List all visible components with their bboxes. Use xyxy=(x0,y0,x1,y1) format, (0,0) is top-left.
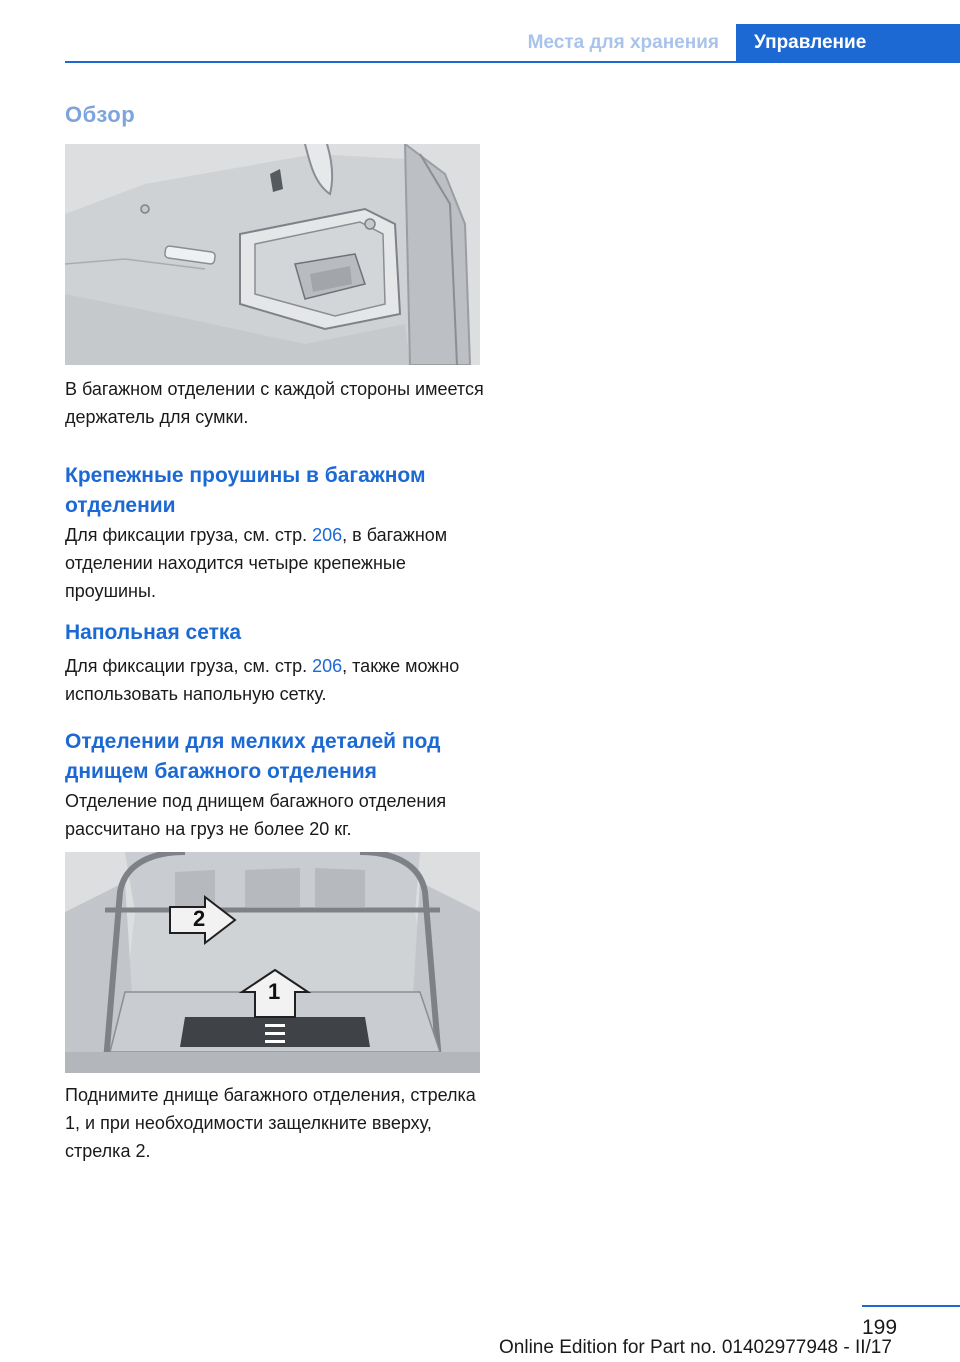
footer-rule xyxy=(862,1305,960,1307)
floor-net-text-part1: Для фиксации груза, см. стр. xyxy=(65,656,313,676)
page-link-206[interactable]: 206 xyxy=(312,656,343,676)
floor-net-text xyxy=(65,652,485,708)
page-number: 199 xyxy=(862,1316,898,1339)
floor-net-heading: Напольная сетка xyxy=(65,621,242,644)
page-link-206[interactable]: 206 xyxy=(312,525,343,545)
trunk-side-storage-figure xyxy=(65,144,480,365)
tie-down-text-part1: Для фиксации груза, см. стр. xyxy=(65,525,313,545)
tie-down-text-part2: , в багажном отделении находится четыре крепежные проушины. xyxy=(65,525,448,601)
arrow-1-label: 1 xyxy=(268,979,281,1004)
arrow-2-label: 2 xyxy=(193,906,206,931)
trunk-floor-illustration xyxy=(65,852,480,1073)
tie-down-text xyxy=(65,521,485,605)
overview-title: Обзор xyxy=(65,102,136,127)
edition-info: Online Edition for Part no. 01402977948 - II/17 xyxy=(499,1337,892,1358)
header-section-label: Места для хранения xyxy=(527,32,719,53)
header-chapter-tab: Управление xyxy=(736,24,960,62)
trunk-side-illustration xyxy=(65,144,480,365)
underfloor-heading: Отделении для мелких деталей под днищем багажного отделения xyxy=(65,730,441,783)
underfloor-text: Отделение под днищем багажного отделения рассчитано на груз не более 20 кг. xyxy=(65,791,447,839)
overview-text: В багажном отделении с каждой стороны имеется держатель для сумки. xyxy=(65,379,484,427)
figure2-caption: Поднимите днище багажного отделения, стрелка 1, и при необходимости защелкните вверху, стрелка 2. xyxy=(65,1085,476,1161)
floor-net-text-part2: , также можно использовать напольную сетку. xyxy=(65,656,460,704)
trunk-floor-figure xyxy=(65,852,480,1073)
header-rule xyxy=(65,61,960,63)
tie-down-heading: Крепежные проушины в багажном отделении xyxy=(65,464,426,517)
